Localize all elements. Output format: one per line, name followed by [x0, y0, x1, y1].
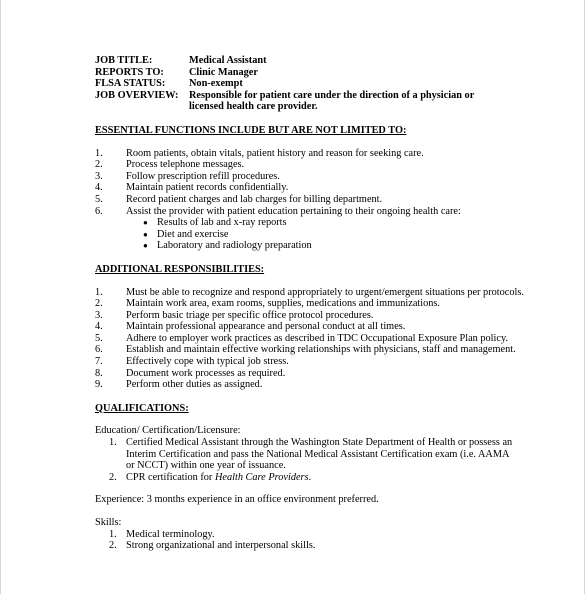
list-item: 6. Establish and maintain effective working relationships with physicians, staff and management. [95, 344, 516, 356]
list-item: 1. Room patients, obtain vitals, patient history and reason for seeking care. [95, 147, 424, 159]
list-item: 2. CPR certification for Health Care Providers. [109, 471, 312, 483]
list-item: 2. Process telephone messages. [95, 159, 245, 171]
experience-line: Experience: 3 months experience in an office environment preferred. [95, 494, 379, 506]
bullet-item: ● Laboratory and radiology preparation [143, 240, 312, 252]
list-item: 3. Perform basic triage per specific office protocol procedures. [95, 309, 374, 321]
list-item: 2. Maintain work area, exam rooms, supplies, medications and immunizations. [95, 298, 440, 310]
header-key: JOB OVERVIEW: [95, 89, 179, 101]
header-value: Clinic Manager [189, 66, 258, 78]
essential-functions-list [95, 148, 584, 218]
list-item: 4. Maintain professional appearance and personal conduct at all times. [95, 321, 406, 333]
skills-list [95, 529, 584, 552]
header-row-reports-to [95, 67, 584, 79]
header-row-job-title [95, 55, 584, 67]
list-item: 2. Strong organizational and interpersonal skills. [109, 540, 316, 552]
list-item: 4. Maintain patient records confidentially. [95, 182, 289, 194]
skills-label: Skills: [95, 517, 122, 528]
list-item: 7. Effectively cope with typical job stress. [95, 356, 289, 368]
list-item: 1. Medical terminology. [109, 528, 215, 540]
education-label: Education/ Certification/Licensure: [95, 425, 241, 437]
header-value: Medical Assistant [189, 55, 267, 66]
bullet-icon: ● [143, 229, 148, 239]
bullet-item: ● Results of lab and x-ray reports [143, 217, 287, 229]
list-item: 1. Must be able to recognize and respond appropriately to urgent/emergent situations per protocols. [95, 286, 524, 298]
additional-responsibilities-list [95, 287, 584, 391]
header-key: JOB TITLE: [95, 55, 153, 66]
bullet-icon: ● [143, 241, 148, 251]
list-item: 3. Follow prescription refill procedures. [95, 170, 280, 182]
list-item: 8. Document work processes as required. [95, 367, 286, 379]
essential-functions-heading: ESSENTIAL FUNCTIONS INCLUDE BUT ARE NOT LIMITED TO: [95, 124, 407, 136]
header-row-job-overview [95, 90, 584, 113]
header-key: REPORTS TO: [95, 66, 164, 78]
list-item: 6. Assist the provider with patient education pertaining to their ongoing health care: [95, 205, 461, 217]
header-key: FLSA STATUS: [95, 78, 166, 90]
list-item: 1. Certified Medical Assistant through the Washington State Department of Health or possess an Interim Certification and pass the National Medical Assistant Certification exam (i.e. AAMA or NCCT) within one year of issuance. [109, 437, 513, 472]
list-item: 5. Record patient charges and lab charges for billing department. [95, 193, 383, 205]
patient-education-bullets [95, 217, 584, 252]
list-item: 9. Perform other duties as assigned. [95, 379, 263, 391]
list-item: 5. Adhere to employer work practices as described in TDC Occupational Exposure Plan policy. [95, 332, 509, 344]
header-row-flsa-status [95, 78, 584, 90]
header-value: Responsible for patient care under the direction of a physician or licensed health care provider. [189, 89, 475, 113]
header-value: Non-exempt [189, 78, 243, 90]
education-list [95, 437, 584, 483]
bullet-item: ● Diet and exercise [143, 228, 229, 240]
bullet-icon: ● [143, 218, 148, 228]
qualifications-heading: QUALIFICATIONS: [95, 402, 189, 414]
additional-responsibilities-heading: ADDITIONAL RESPONSIBILITIES: [95, 263, 265, 275]
job-header [95, 55, 584, 113]
